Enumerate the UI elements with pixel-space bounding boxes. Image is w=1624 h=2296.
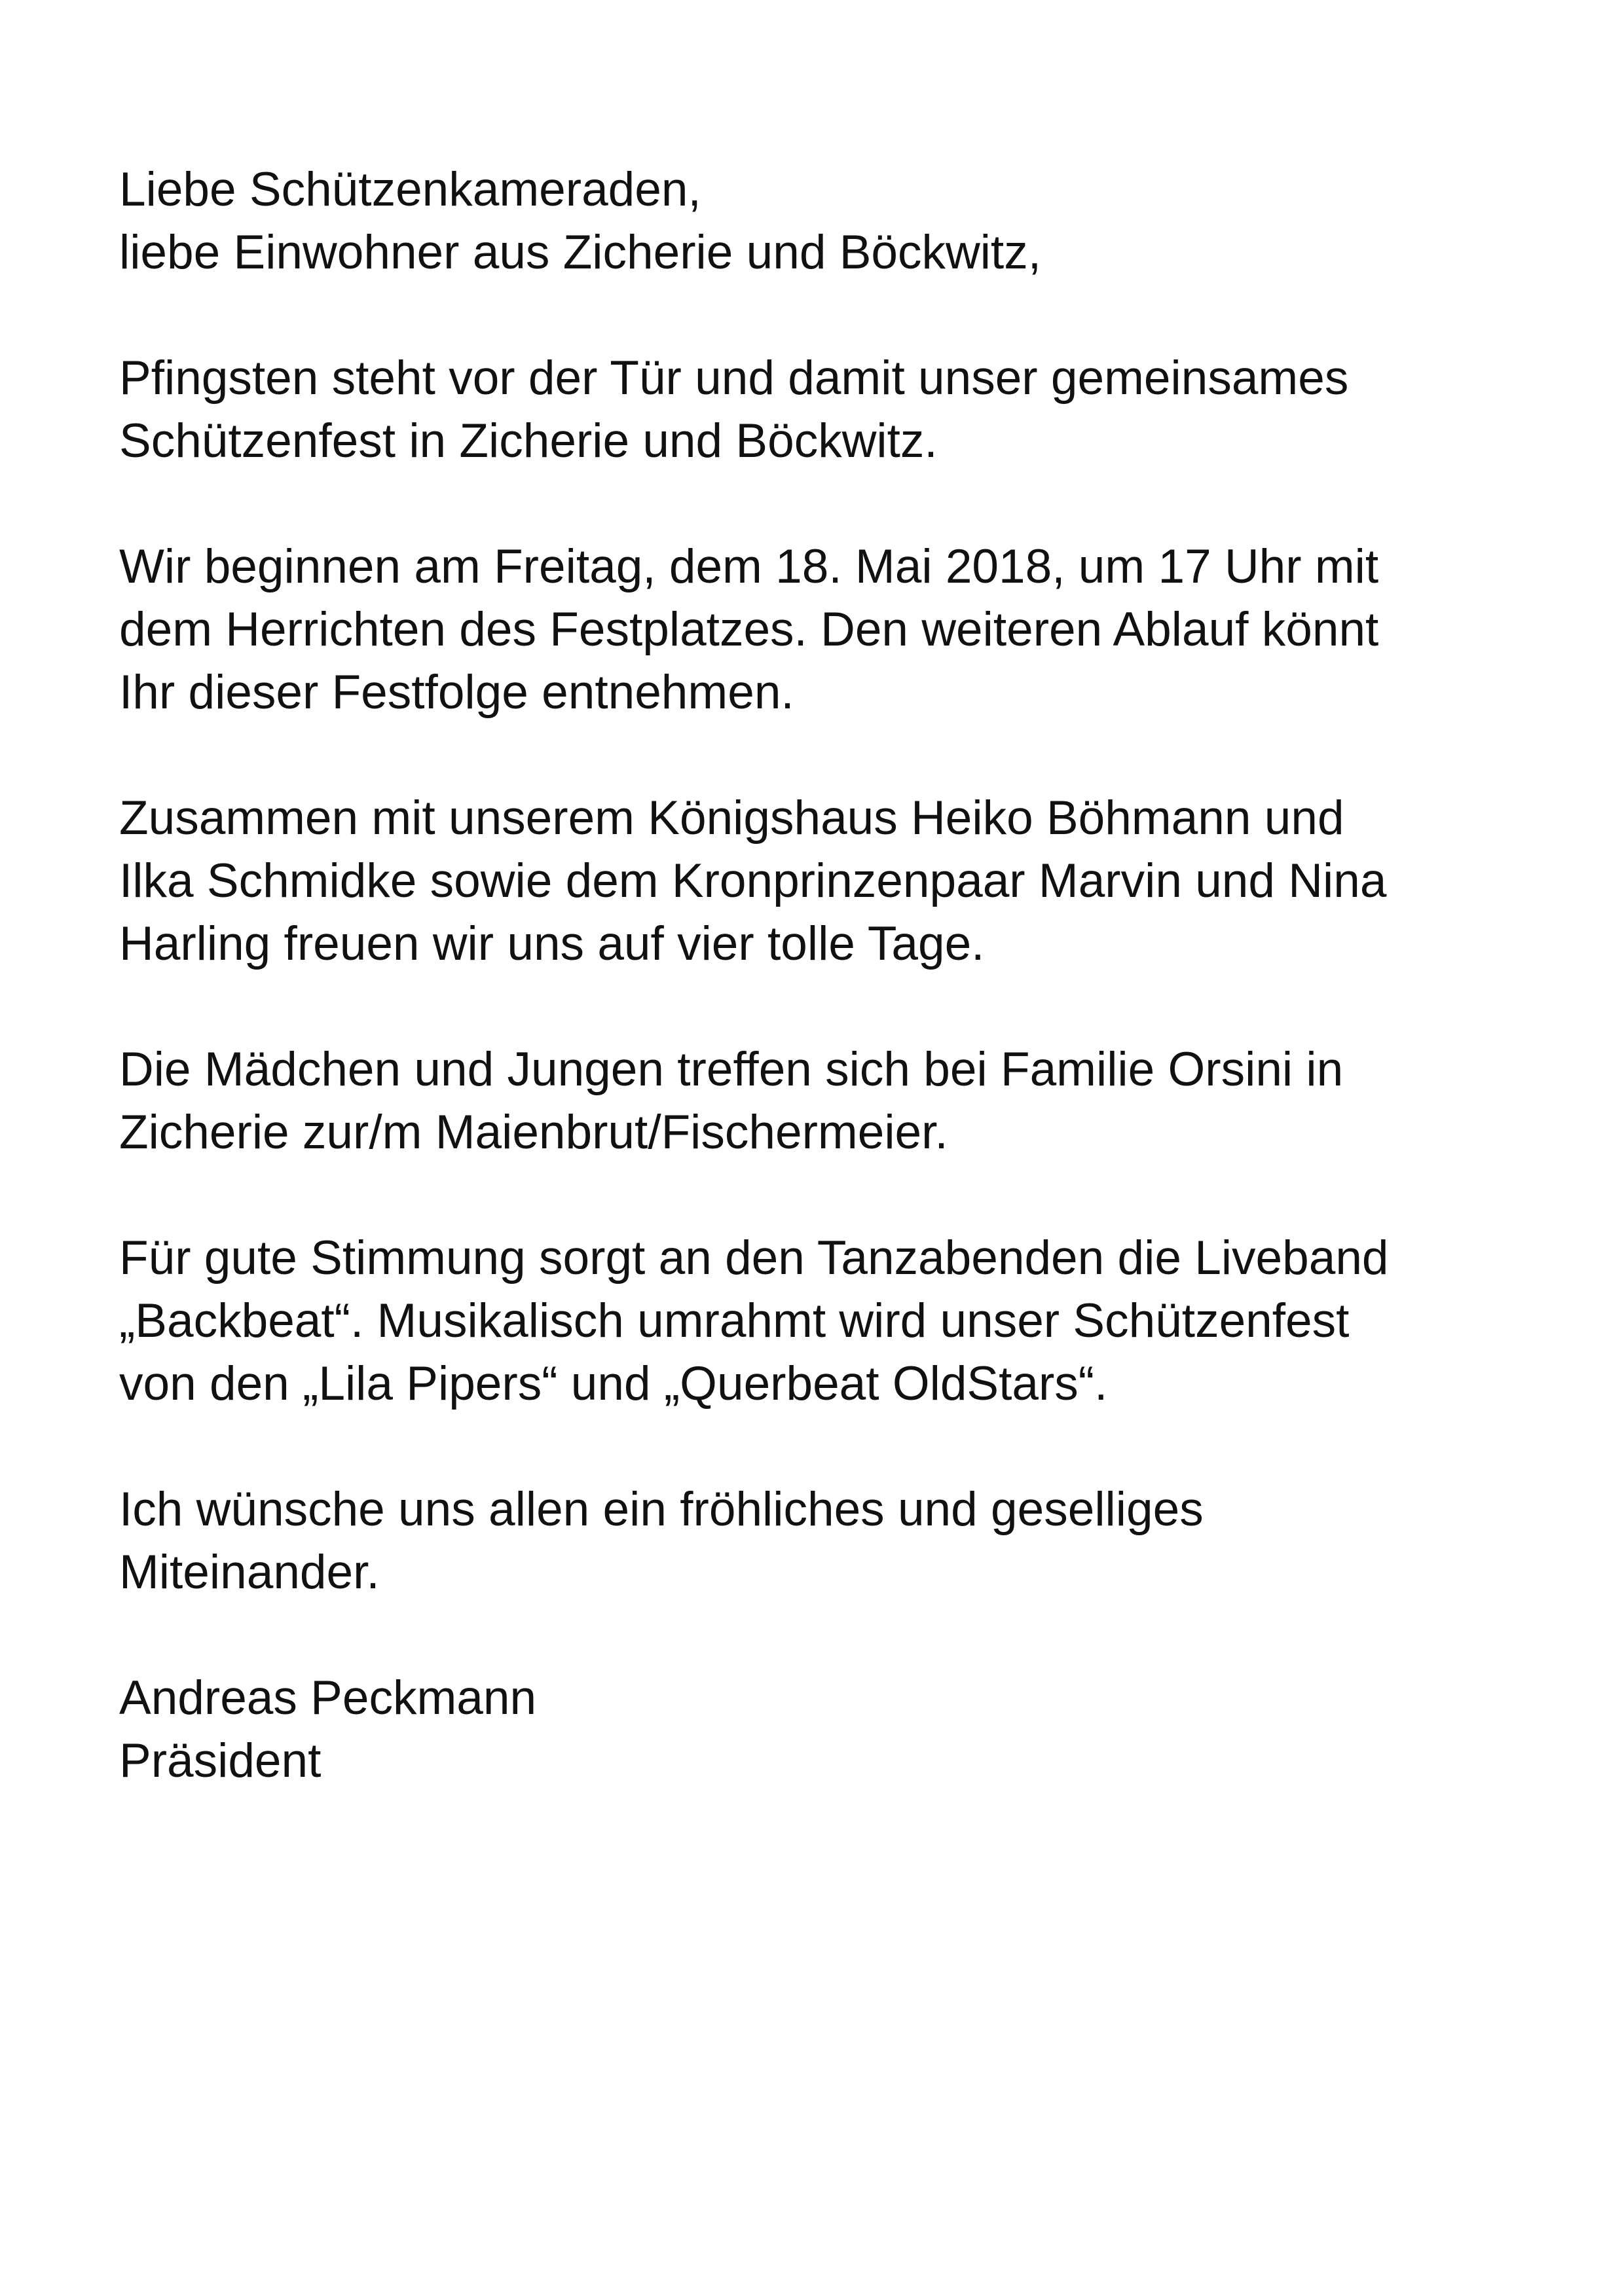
paragraph-line: Harling freuen wir uns auf vier tolle Tage.	[119, 917, 985, 970]
salutation-line: liebe Einwohner aus Zicherie und Böckwitz,	[119, 226, 1041, 279]
signature-name: Andreas Peckmann	[119, 1671, 537, 1724]
paragraph-line: von den „Lila Pipers“ und „Querbeat OldStars“.	[119, 1357, 1108, 1410]
paragraph-line: Zusammen mit unserem Königshaus Heiko Böhmann und	[119, 792, 1344, 845]
paragraph-line: Wir beginnen am Freitag, dem 18. Mai 2018, um 17 Uhr mit	[119, 540, 1379, 593]
salutation	[119, 158, 1527, 284]
paragraph-line: Zicherie zur/m Maienbrut/Fischermeier.	[119, 1106, 948, 1159]
paragraph-line: Pfingsten steht vor der Tür und damit unser gemeinsames	[119, 352, 1349, 405]
paragraph-kinder	[119, 1038, 1527, 1164]
paragraph-line: „Backbeat“. Musikalisch umrahmt wird unser Schützenfest	[119, 1294, 1350, 1347]
paragraph-line: Ihr dieser Festfolge entnehmen.	[119, 666, 794, 719]
paragraph-pfingsten	[119, 347, 1527, 473]
paragraph-line: dem Herrichten des Festplatzes. Den weiteren Ablauf könnt	[119, 603, 1379, 656]
signature-title: Präsident	[119, 1734, 322, 1787]
signature-block	[119, 1667, 1527, 1793]
paragraph-line: Die Mädchen und Jungen treffen sich bei Familie Orsini in	[119, 1043, 1344, 1096]
paragraph-beginn	[119, 536, 1527, 724]
paragraph-line: Miteinander.	[119, 1546, 380, 1599]
paragraph-line: Schützenfest in Zicherie und Böckwitz.	[119, 414, 938, 467]
letter-body	[119, 158, 1527, 1793]
salutation-line: Liebe Schützenkameraden,	[119, 163, 701, 216]
paragraph-wunsch	[119, 1478, 1527, 1604]
paragraph-koenigshaus	[119, 787, 1527, 975]
paragraph-musik	[119, 1227, 1527, 1415]
paragraph-line: Ich wünsche uns allen ein fröhliches und geselliges	[119, 1483, 1204, 1536]
paragraph-line: Ilka Schmidke sowie dem Kronprinzenpaar Marvin und Nina	[119, 854, 1387, 907]
paragraph-line: Für gute Stimmung sorgt an den Tanzabenden die Liveband	[119, 1231, 1389, 1285]
